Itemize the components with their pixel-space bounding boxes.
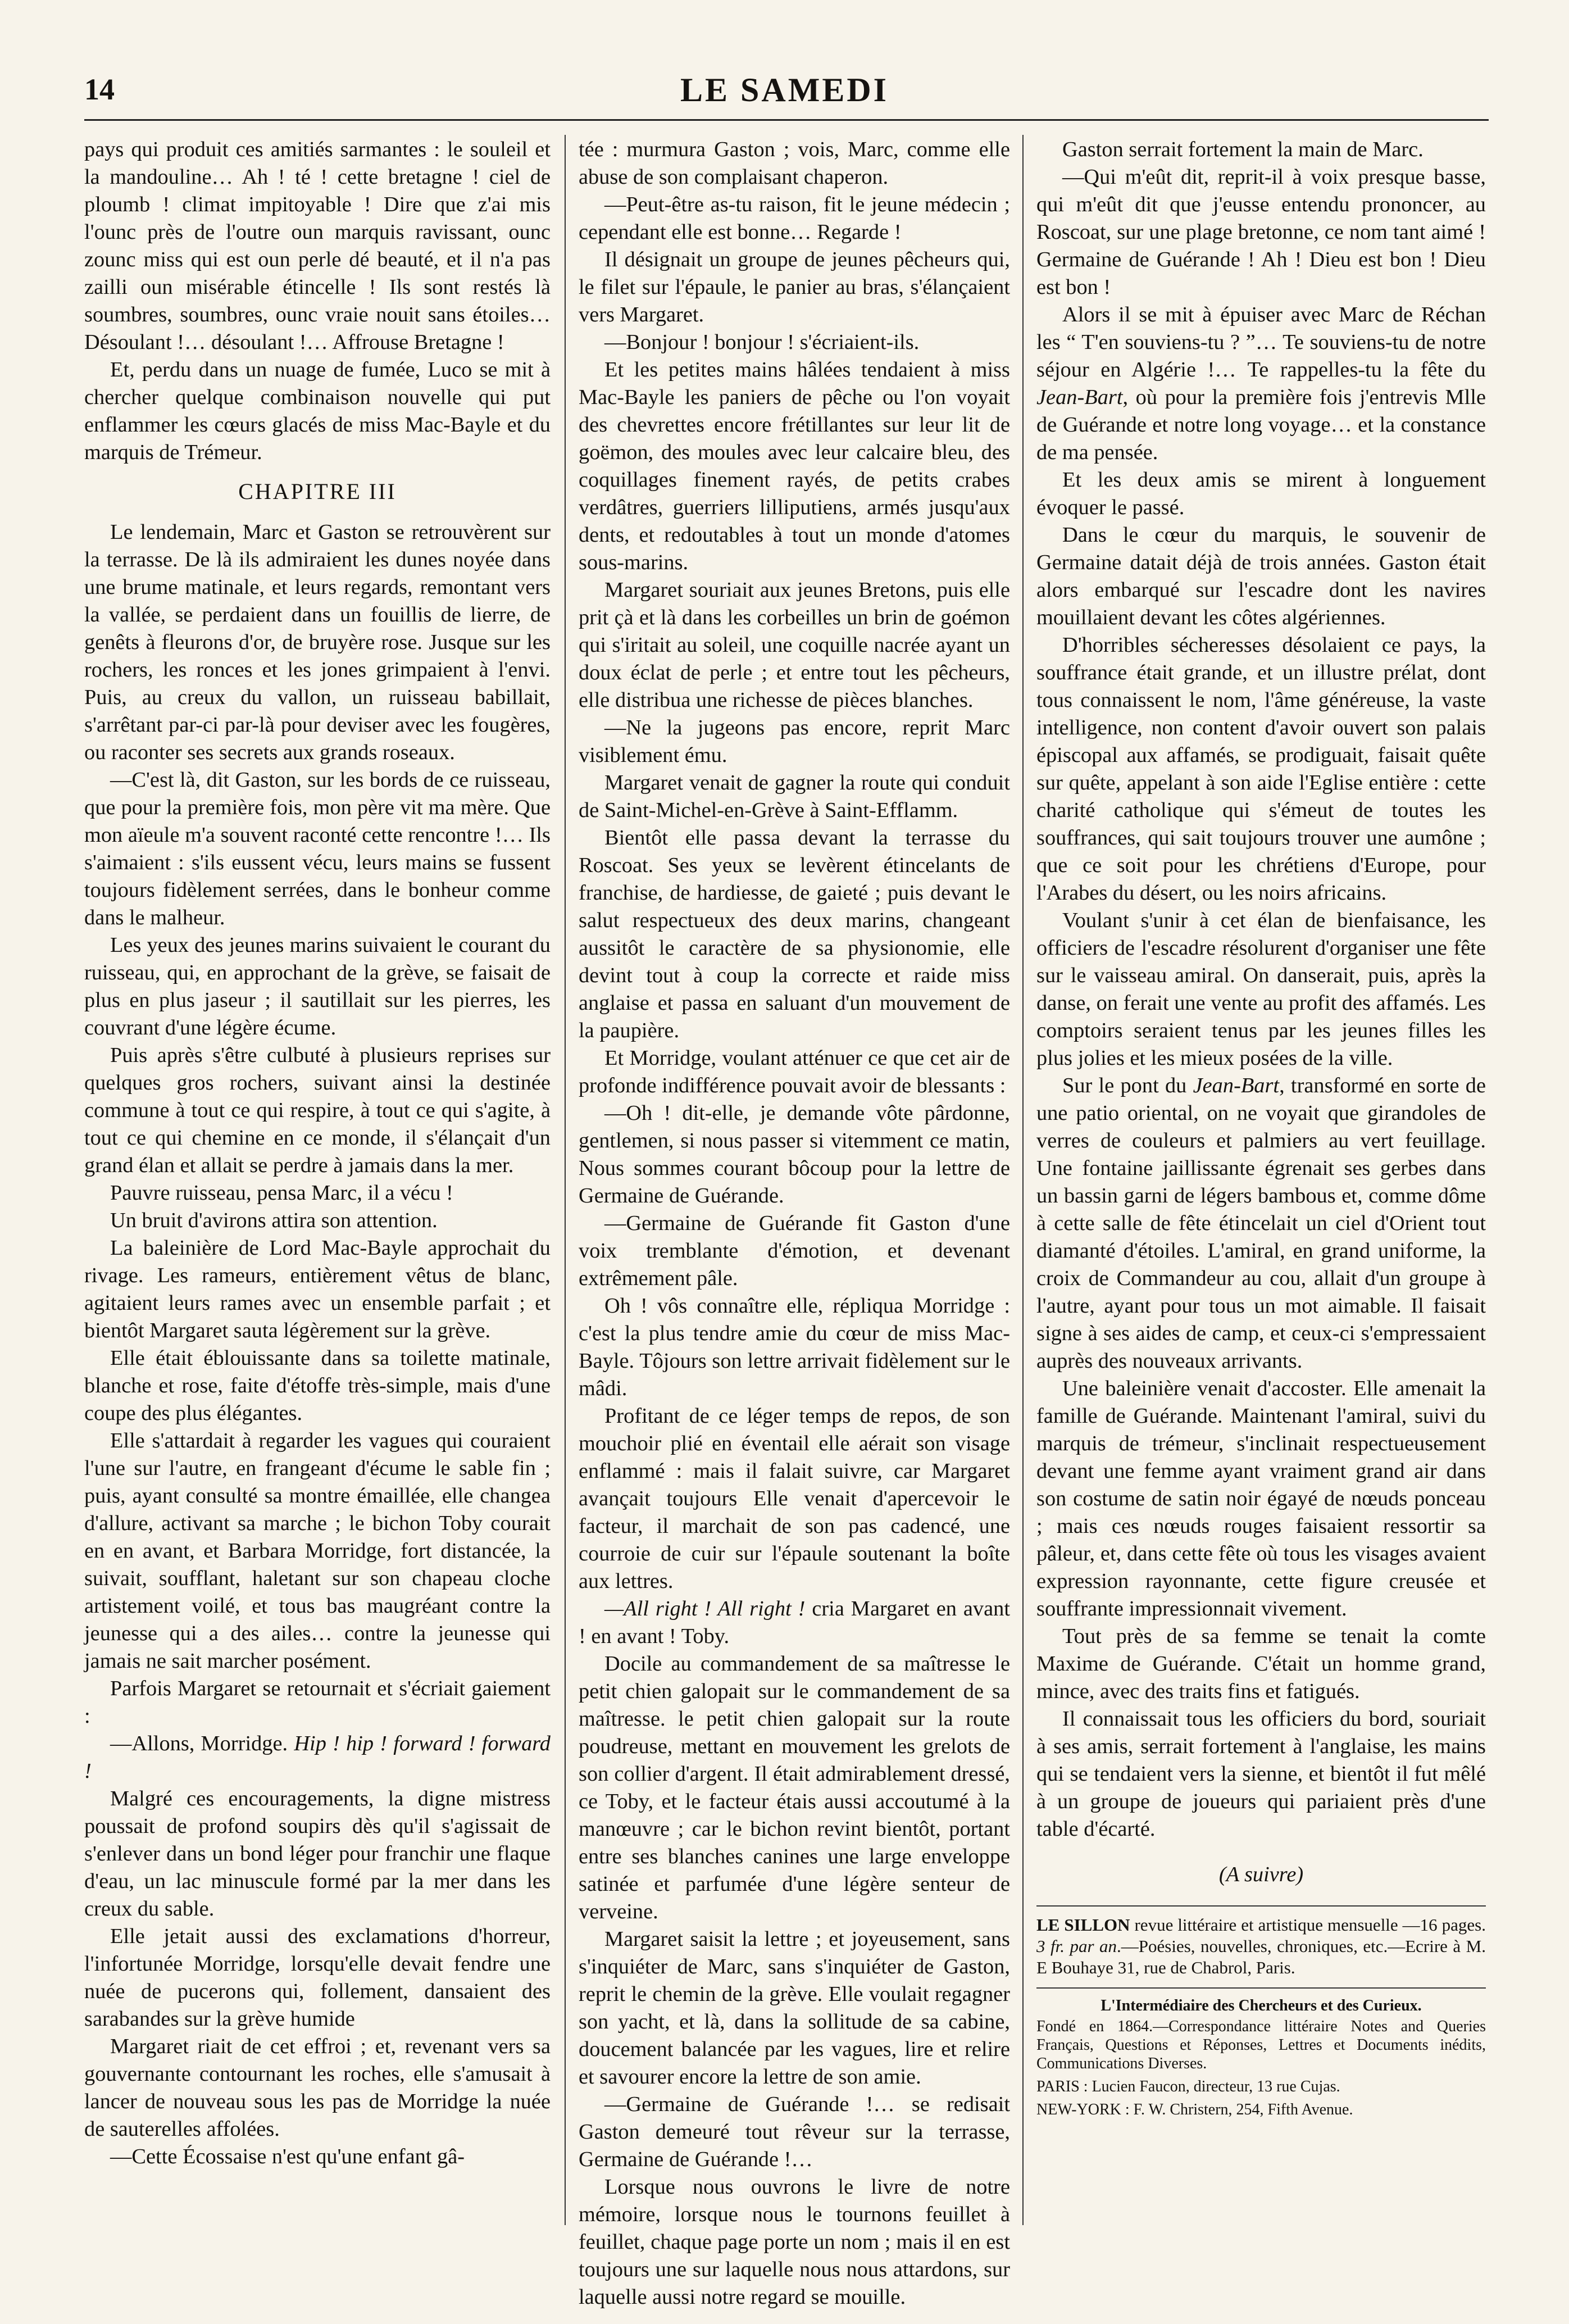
paragraph: Lorsque nous ouvrons le livre de notre mémoire, lorsque nous le tournons feuillet à feuillet, chaque page porte un nom ; mais il en est toujours une sur laquelle nous nous attardons, sur laquelle aussi notre regard se mouille. [579, 2175, 1010, 2309]
paragraph: —Cette Écossaise n'est qu'une enfant gâ- [110, 2145, 465, 2168]
paragraph: —Germaine de Guérande fit Gaston d'une voix tremblante d'émotion, et devenant extrêmement pâle. [579, 1211, 1010, 1290]
italic-exclamation: —All right ! All right ! [604, 1597, 806, 1621]
advert-title: L'Intermédiaire des Chercheurs et des Curieux. [1100, 1997, 1422, 2014]
advert-intermediaire-title [1036, 1996, 1486, 2015]
paragraph: Et les petites mains hâlées tendaient à miss Mac-Bayle les paniers de pêche ou l'on voyait des chevrettes encore frétillantes sur leur lit de goëmon, des moules avec leur calcaire bleu, des coquillages finement rayés, de petits crabes verdâtres, guerriers lilliputiens, armés jusqu'aux dents, et redoutables à tout un monde d'atomes sous-marins. [579, 358, 1010, 574]
paragraph: La baleinière de Lord Mac-Bayle approchait du rivage. Les rameurs, entièrement vêtus de blanc, agitaient leurs rames avec un ensemble parfait ; et bientôt Margaret sauta légèrement sur la grève. [84, 1236, 551, 1342]
paragraph: Dans le cœur du marquis, le souvenir de Germaine datait déjà de trois années. Gaston était alors embarqué sur l'escadre dont les navires mouillaient devant les côtes algériennes. [1036, 523, 1486, 629]
advert-le-sillon [1036, 1914, 1486, 1978]
paragraph: D'horribles sécheresses désolaient ce pays, la souffrance était grande, et un illustre prélat, dont tous connaissent le nom, l'âme généreuse, la vaste intelligence, non content d'avoir ouvert son palais épiscopal aux affamés, se prodiguait, faisait quête sur quête, appelant à son aide l'Eglise entière : cette charité catholique qui s'émeut de toutes les souffrances, qui sait toujours trouver une aumône ; que ce soit pour les chrétiens d'Europe, pour l'Arabes du désert, ou les noirs africains. [1036, 633, 1486, 905]
column-2 [579, 136, 1010, 2311]
paragraph: Elle s'attardait à regarder les vagues qui couraient l'une sur l'autre, en frangeant d'écume le sable fin ; puis, ayant consulté sa montre émaillée, elle changea d'allure, activant sa marche ; le bichon Toby courait en en avant, et Barbara Morridge, fort distancée, la suivait, soufflant, haletant sur son chapeau cloche artistement voilé, et tous bas maugréant contre la jeunesse qui a des ailes… contre la jeunesse qui jamais ne sait marcher posément. [84, 1429, 551, 1673]
paragraph: pays qui produit ces amitiés sarmantes : le souleil et la mandouline… Ah ! té ! cette bretagne ! ciel de ploumb ! climat impitoyable ! Dire que z'ai mis l'ounc près de l'outre oun marquis ravissant, ounc zounc miss qui est oun perle dé beauté, et il n'a pas zailli oun misérable étincelle ! Ils sont restés là soumbres, soumbres, ounc vraie nouit sans étoiles… Désoulant !… désoulant !… Affrouse Bretagne ! [84, 138, 551, 354]
paragraph: Tout près de sa femme se tenait la comte Maxime de Guérande. C'était un homme grand, mince, avec des traits fins et fatigués. [1036, 1624, 1486, 1703]
paragraph: Et, perdu dans un nuage de fumée, Luco se mit à chercher quelque combinaison nouvelle qui put enflammer les cœurs glacés de miss Mac-Bayle et du marquis de Trémeur. [84, 358, 551, 464]
paragraph: Et Morridge, voulant atténuer ce que cet air de profonde indifférence pouvait avoir de blessants : [579, 1046, 1010, 1097]
paragraph: —Ne la jugeons pas encore, reprit Marc visiblement ému. [579, 716, 1010, 767]
text-run: Alors il se mit à épuiser avec Marc de Réchan les “ T'en souviens-tu ? ”… Te souviens-tu de notre séjour en Algérie !… Te rappelles-tu la fête du [1036, 303, 1486, 382]
paragraph: Il connaissait tous les officiers du bord, souriait à ses amis, serrait fortement à l'anglaise, les mains qui se tendaient vers la sienne, et bientôt il fut mêlé à un groupe de joueurs qui pariaient près d'une table d'écarté. [1036, 1707, 1486, 1841]
journal-title: LE SAMEDI [680, 71, 889, 108]
paragraph: Margaret riait de cet effroi ; et, revenant vers sa gouvernante contournant les roches, elle s'amusait à lancer de nouveau sous les pas de Morridge la nuée de sauterelles affolées. [84, 2035, 551, 2141]
advert-separator [1036, 1987, 1486, 1989]
advert-title: LE SILLON [1036, 1915, 1130, 1935]
paragraph: Une baleinière venait d'accoster. Elle amenait la famille de Guérande. Maintenant l'amiral, suivi du marquis de trémeur, s'inclinait respectueusement devant une femme ayant vraiment grand air dans son costume de satin noir égayé de nœuds ponceau ; mais ces nœuds rouges faisaient ressortir sa pâleur, et, dans cette fête où tous les visages avaient expression rayonnante, cette figure creusée et souffrante impressionnait vivement. [1036, 1377, 1486, 1621]
paragraph: Les yeux des jeunes marins suivaient le courant du ruisseau, qui, en approchant de la grève, se faisait de plus en plus jaseur ; il sautillait sur les pierres, les couvrant d'une légère écume. [84, 933, 551, 1040]
paragraph: —Bonjour ! bonjour ! s'écriaient-ils. [604, 330, 920, 354]
paragraph: Malgré ces encouragements, la digne mistress poussait de profond soupirs dès qu'il s'agissait de s'enlever dans un bond léger pour franchir une flaque d'eau, un lac minuscule formé par la mer dans les creux du sable. [84, 1787, 551, 1921]
paragraph: Elle était éblouissante dans sa toilette matinale, blanche et rose, faite d'étoffe très-simple, mais d'une coupe des plus élégantes. [84, 1346, 551, 1425]
paragraph: tée : murmura Gaston ; vois, Marc, comme elle abuse de son complaisant chaperon. [579, 138, 1010, 189]
paragraph: —C'est là, dit Gaston, sur les bords de ce ruisseau, que pour la première fois, mon père vit ma mère. Que mon aïeule m'a souvent raconté cette rencontre !… Ils s'aimaient : s'ils eussent vécu, leurs mains se fussent toujours fidèlement serrées, dans le bonheur comme dans le malheur. [84, 768, 551, 929]
paragraph: Margaret venait de gagner la route qui conduit de Saint-Michel-en-Grève à Saint-Efflamm. [579, 771, 1010, 822]
paragraph: Margaret souriait aux jeunes Bretons, puis elle prit çà et là dans les corbeilles un brin de goémon qui s'iritait au soleil, une coquille nacrée ayant un doux éclat de perle ; et entre tout les pêcheurs, elle distribua une richesse de pièces blanches. [579, 578, 1010, 712]
page-number: 14 [84, 72, 115, 106]
text-run: , où pour la première fois j'entrevis Mlle de Guérande et notre long voyage… et la constance de ma pensée. [1036, 385, 1486, 464]
paragraph: Oh ! vôs connaître elle, répliqua Morridge : c'est la plus tendre amie du cœur de miss Mac-Bayle. Tôjours son lettre arrivait fidèlement sur le mâdi. [579, 1294, 1010, 1400]
text-run: , transformé en sorte de une patio oriental, on ne voyait que girandoles de verres de couleurs et palmiers au vert feuillage. Une fontaine jaillissante égrenait ses gerbes dans un bassin garni de légers bambous et, comme dôme à cette salle de fête étincelait un ciel d'Orient tout diamanté d'étoiles. L'amiral, en grand uniforme, la croix de Commandeur au cou, allait d'un groupe à l'autre, ayant pour tous un mot aimable. Il faisait signe à ses aides de camp, et ceux-ci s'empressaient auprès des nouveaux arrivants. [1036, 1074, 1486, 1373]
column-1 [84, 136, 551, 2171]
advert-price: 3 fr. par an [1036, 1936, 1117, 1956]
paragraph: Gaston serrait fortement la main de Marc. [1062, 138, 1424, 161]
paragraph: Pauvre ruisseau, pensa Marc, il a vécu ! [110, 1181, 453, 1205]
paragraph [1036, 1072, 1486, 1375]
paragraph [579, 1595, 1010, 1650]
dialogue-text: —Allons, Morridge. [110, 1732, 294, 1755]
header-rule [84, 119, 1489, 121]
ship-name: Jean-Bart [1193, 1074, 1280, 1097]
paragraph: Et les deux amis se mirent à longuement évoquer le passé. [1036, 468, 1486, 519]
paragraph: Le lendemain, Marc et Gaston se retrouvèrent sur la terrasse. De là ils admiraient les dunes noyée dans une brume matinale, et leurs regards, remontant vers la vallée, se perdaient dans un fouillis de lierre, de genêts à fleurons d'or, de bruyère rose. Jusque sur les rochers, les ronces et les jones grimpaient à l'envi. Puis, au creux du vallon, un ruisseau babillait, s'arrêtant par-ci par-là pour deviser avec les fougères, ou raconter ses secrets aux grands roseaux. [84, 520, 551, 764]
advert-text: revue littéraire et artistique mensuelle —16 pages. [1130, 1915, 1486, 1935]
ship-name: Jean-Bart [1036, 385, 1123, 409]
paragraph: Docile au commandement de sa maîtresse le petit chien galopait sur le commandement de sa maîtresse. le petit chien galopait sur la route poudreuse, mettant en mouvement les grelots de son collier d'argent. Il était admirablement dressé, ce Toby, et le facteur étais aussi accoutumé à la manœuvre ; car le bichon revint bientôt, portant entre ses blanches canines une large enveloppe satinée et parfumée d'une légère senteur de verveine. [579, 1652, 1010, 1923]
advert-newyork-address: NEW-YORK : F. W. Christern, 254, Fifth Avenue. [1036, 2101, 1353, 2118]
paragraph: —Qui m'eût dit, reprit-il à voix presque basse, qui m'eût dit que j'eusse entendu prononcer, au Roscoat, sur une plage bretonne, ce nom tant aimé ! Germaine de Guérande ! Ah ! Dieu est bon ! Dieu est bon ! [1036, 165, 1486, 299]
paragraph: Elle jetait aussi des exclamations d'horreur, l'infortunée Morridge, lorsqu'elle devait fendre une nuée de pucerons qui, follement, dansaient des sarabandes sur la grève humide [84, 1924, 551, 2031]
to-be-continued: (A suivre) [1218, 1863, 1304, 1886]
column-3 [1036, 136, 1486, 2119]
advert-intermediaire-text: Fondé en 1864.—Correspondance littéraire Notes and Queries Français, Questions et Réponses, Lettres et Documents inédits, Communications Diverses. [1036, 2018, 1486, 2072]
column-divider-1 [565, 135, 566, 2225]
paragraph: Un bruit d'avirons attira son attention. [110, 1209, 438, 1232]
paragraph: Parfois Margaret se retournait et s'écriait gaiement : [84, 1677, 551, 1728]
paragraph: Profitant de ce léger temps de repos, de son mouchoir plié en éventail elle aérait son visage enflammé : mais il falait suivre, car Margaret avançait toujours Elle venait d'apercevoir le facteur, il marchait de son pas cadencé, une courroie de cuir sur l'épaule soutenant la boîte aux lettres. [579, 1404, 1010, 1593]
paragraph: Il désignait un groupe de jeunes pêcheurs qui, le filet sur l'épaule, le panier au bras, s'élançaient vers Margaret. [579, 248, 1010, 326]
italic-exclamation: Hip ! hip ! forward ! forward ! [84, 1732, 551, 1783]
advert-separator [1036, 1905, 1486, 1907]
paragraph: Margaret saisit la lettre ; et joyeusement, sans s'inquiéter de Marc, sans s'inquiéter de Gaston, reprit le chemin de la grève. Elle voulait regagner son yacht, et là, dans la sollitude de sa cabine, doucement balancée par les vagues, lire et relire et savourer encore la lettre de son amie. [579, 1927, 1010, 2089]
paragraph: Puis après s'être culbuté à plusieurs reprises sur quelques gros rochers, suivant ainsi la destinée commune à tout ce qui respire, à tout ce qui s'agite, à tout ce qui chemine en ce monde, il s'élançait d'un grand élan et allait se perdre à jamais dans la mer. [84, 1043, 551, 1177]
paragraph [84, 1730, 551, 1785]
paragraph: —Germaine de Guérande !… se redisait Gaston demeuré tout rêveur sur la terrasse, Germaine de Guérande !… [579, 2092, 1010, 2171]
paragraph: —Peut-être as-tu raison, fit le jeune médecin ; cependant elle est bonne… Regarde ! [579, 193, 1010, 244]
chapter-heading: CHAPITRE III [238, 479, 397, 504]
advert-text: .—Poésies, nouvelles, chroniques, etc.—Ecrire à M. E Bouhaye 31, rue de Chabrol, Paris. [1036, 1936, 1486, 1977]
text-run: Sur le pont du [1062, 1074, 1193, 1097]
paragraph [1036, 301, 1486, 466]
column-divider-2 [1022, 135, 1024, 2225]
advert-paris-address: PARIS : Lucien Faucon, directeur, 13 rue Cujas. [1036, 2078, 1340, 2095]
paragraph: Voulant s'unir à cet élan de bienfaisance, les officiers de l'escadre résolurent d'organiser une fête sur le vaisseau amiral. On danserait, puis, après la danse, on ferait une vente au profit des affamés. Les comptoirs seraient tenus par les jeunes filles les plus jolies et les mieux posées de la ville. [1036, 909, 1486, 1070]
paragraph: Bientôt elle passa devant la terrasse du Roscoat. Ses yeux se levèrent étincelants de franchise, de hardiesse, de gaieté ; puis devant le salut respectueux des deux marins, changeant aussitôt le caractère de sa physionomie, elle devint tout à coup la correcte et raide miss anglaise et passa en saluant d'un mouvement de la paupière. [579, 826, 1010, 1042]
paragraph: —Oh ! dit-elle, je demande vôte pârdonne, gentlemen, si nous passer si vitemment ce matin, Nous sommes courant bôcoup pour la lettre de Germaine de Guérande. [579, 1101, 1010, 1208]
dialogue-text: cria Margaret en avant ! en avant ! Toby. [579, 1597, 1010, 1648]
